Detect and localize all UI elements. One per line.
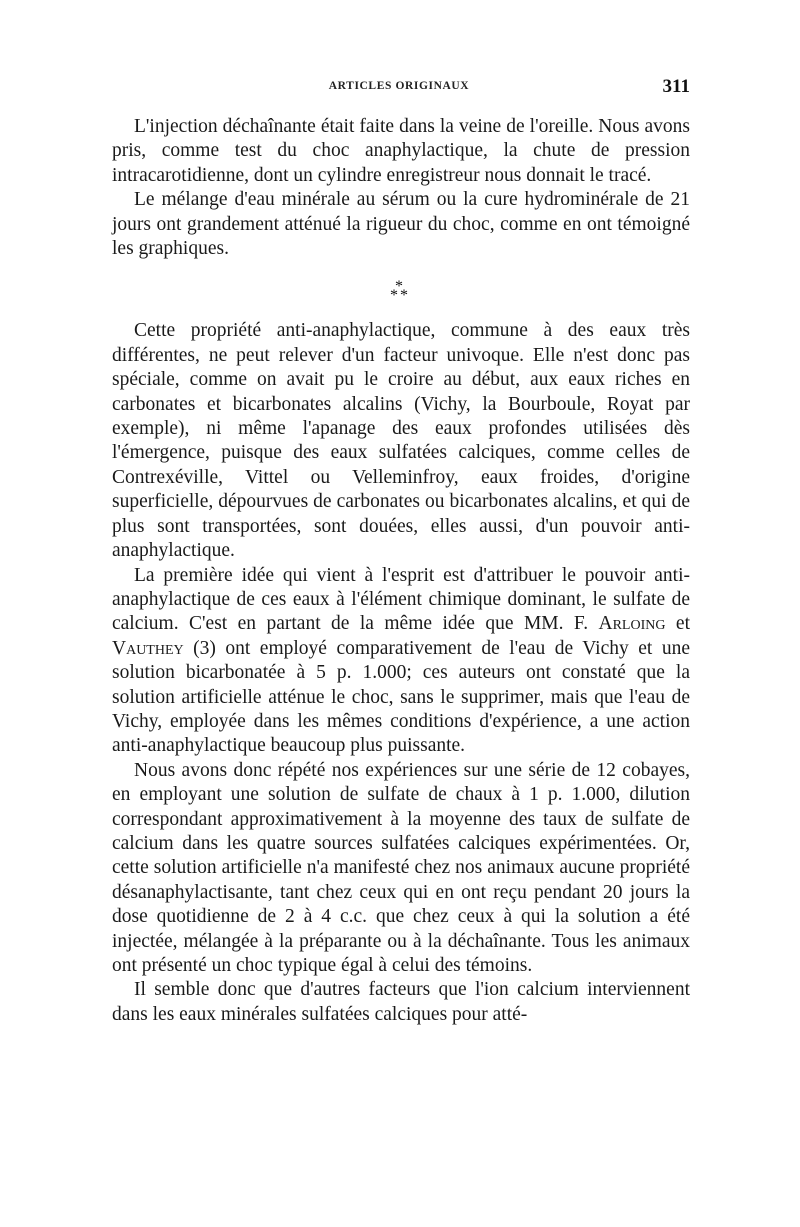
paragraph-injection: L'injection déchaînante était faite dans la veine de l'oreille. Nous avons pris, comme test du choc anaphylactique, la chute de pression intracarotidienne, dont un cylindre enregistreur nous donnait le tracé. bbox=[112, 116, 690, 186]
running-title: ARTICLES ORIGINAUX bbox=[328, 80, 470, 92]
paragraph-premiere-idee-start: La première idée qui vient à l'esprit est d'attribuer le pouvoir anti-anaphylactique de ces eaux à l'élément chimique dominant, le sulfate de calcium. C'est en partant de la même idée que MM. F. bbox=[112, 564, 690, 635]
body-text bbox=[112, 115, 690, 1027]
paragraph-premiere-idee-end: (3) ont employé comparativement de l'eau de Vichy et une solution bicarbonatée à 5 p. 1.000; ces auteurs ont constaté que la solution artificielle atténue le choc, sans le supprimer, mais que l'eau de Vichy, employée dans les mêmes conditions d'expérience, a une action anti-anaphylactique beaucoup plus puissante. bbox=[112, 637, 690, 757]
asterism-star-left: * bbox=[390, 287, 398, 305]
running-head bbox=[108, 76, 690, 98]
page-number: 311 bbox=[662, 76, 690, 97]
asterism-separator bbox=[112, 265, 690, 315]
author-conjunction: et bbox=[665, 613, 690, 635]
asterism-star-right: * bbox=[400, 287, 408, 305]
author-vauthey: Vauthey bbox=[112, 637, 184, 659]
paragraph-premiere-idee bbox=[112, 564, 690, 759]
author-arloing: Arloing bbox=[598, 613, 666, 635]
asterism-star-top: * bbox=[395, 278, 403, 296]
paragraph-experiences: Nous avons donc répété nos expériences sur une série de 12 cobayes, en employant une solution de sulfate de chaux à 1 p. 1.000, dilution correspondant approximativement à la moyenne des taux de sulfate de calcium dans les quatre sources sulfatées calciques expérimentées. Or, cette solution artificielle n'a manifesté chez nos animaux aucune propriété désanaphylactisante, tant chez ceux qui en ont reçu pendant 20 jours la dose quotidienne de 2 à 4 c.c. que chez ceux à qui la solution a été injectée, mélangée à la préparante ou à la déchaînante. Tous les animaux ont présenté un choc typique égal à celui des témoins. bbox=[112, 759, 690, 976]
paragraph-melange: Le mélange d'eau minérale au sérum ou la cure hydrominérale de 21 jours ont grandement atténué la rigueur du choc, comme en ont témoigné les graphiques. bbox=[112, 189, 690, 260]
paragraph-conclusion: Il semble donc que d'autres facteurs que l'ion calcium interviennent dans les eaux minérales sulfatées calciques pour atté- bbox=[112, 979, 690, 1025]
paragraph-propriete: Cette propriété anti-anaphylactique, commune à des eaux très différentes, ne peut relever d'un facteur univoque. Elle n'est donc pas spéciale, comme on avait pu le croire au début, aux eaux riches en carbonates et bicarbonates alcalins (Vichy, la Bourboule, Royat par exemple), ni même l'apanage des eaux profondes utilisées dès l'émergence, puisque des eaux sulfatées calciques, comme celles de Contrexéville, Vittel ou Velleminfroy, eaux froides, d'origine superficielle, dépourvues de carbonates ou bicarbonates alcalins, et qui de plus sont transportées, sont douées, elles aussi, d'un pouvoir anti-anaphylactique. bbox=[112, 320, 690, 562]
